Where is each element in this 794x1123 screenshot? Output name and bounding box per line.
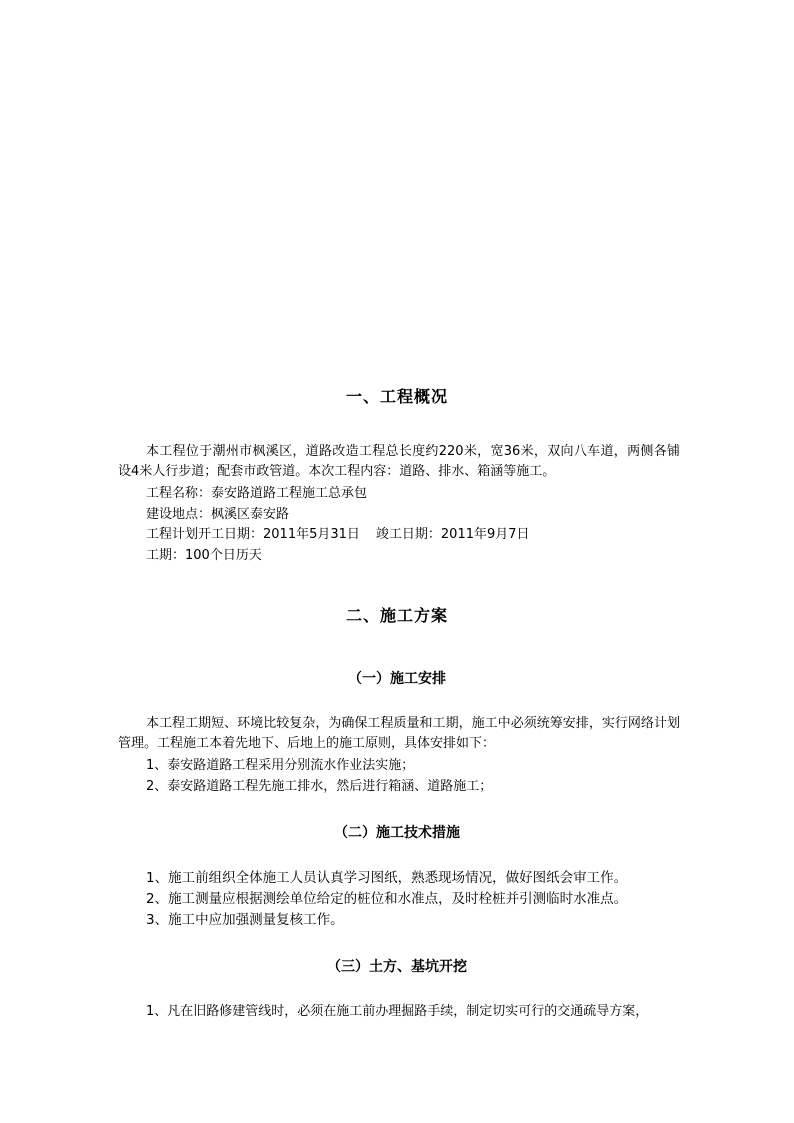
project-end-date: 竣工日期：2011年9月7日 — [375, 527, 530, 542]
subsection2-item: 1、施工前组织全体施工人员认真学习图纸，熟悉现场情况，做好图纸会审工作。 — [146, 870, 628, 886]
subsection2-item: 3、施工中应加强测量复核工作。 — [146, 912, 344, 928]
subsection1-heading: （一）施工安排 — [348, 671, 446, 687]
project-location: 建设地点：枫溪区泰安路 — [146, 507, 290, 522]
project-start-date: 工程计划开工日期：2011年5月31日 — [146, 527, 360, 542]
project-duration: 工期：100个日历天 — [146, 548, 262, 563]
subsection2-item: 2、施工测量应根据测绘单位给定的桩位和水准点，及时栓桩并引测临时水准点。 — [146, 891, 628, 907]
project-dates — [146, 525, 530, 545]
project-name: 工程名称：泰安路道路工程施工总承包 — [146, 486, 368, 501]
subsection1-item: 2、泰安路道路工程先施工排水，然后进行箱涵、道路施工； — [146, 779, 493, 794]
subsection1-item: 1、泰安路道路工程采用分别流水作业法实施； — [146, 758, 415, 773]
subsection3-heading: （三）土方、基坑开挖 — [327, 959, 467, 975]
section1-intro-paragraph: 本工程位于潮州市枫溪区，道路改造工程总长度约220米，宽36米，双向八车道，两侧各铺设4米人行步道；配套市政管道。本次工程内容：道路、排水、箱涵等施工。 — [118, 444, 680, 479]
subsection3-item: 1、凡在旧路修建管线时，必须在施工前办理掘路手续，制定切实可行的交通疏导方案， — [146, 1004, 649, 1019]
section2-heading: 二、施工方案 — [345, 606, 448, 625]
subsection1-paragraph: 本工程工期短、环境比较复杂，为确保工程质量和工期，施工中必须统筹安排，实行网络计划管理。工程施工本着先地下、后地上的施工原则，具体安排如下： — [118, 716, 680, 751]
section1-heading: 一、工程概况 — [345, 387, 448, 406]
subsection2-heading: （二）施工技术措施 — [334, 825, 460, 841]
